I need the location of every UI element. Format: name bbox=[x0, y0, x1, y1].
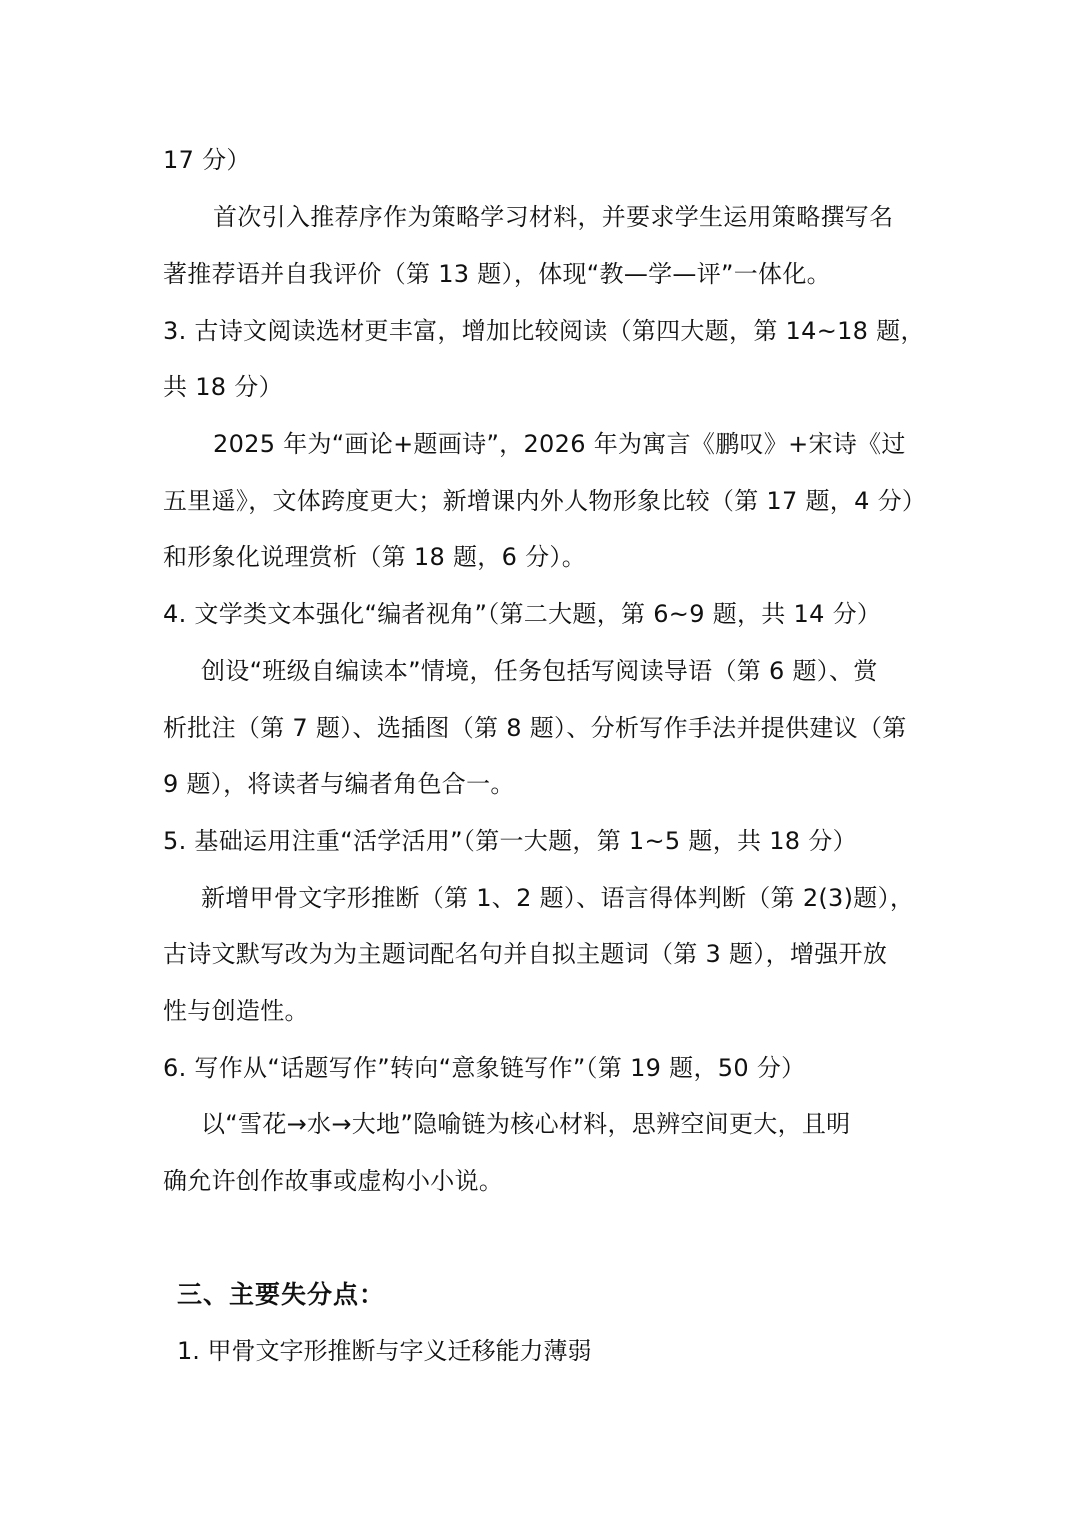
text-line: 五里遥》，文体跨度更大；新增课内外人物形象比较（第 17 题，4 分） bbox=[163, 487, 927, 515]
text-line: 首次引入推荐序作为策略学习材料，并要求学生运用策略撰写名 bbox=[213, 203, 894, 231]
section-list-item: 1. 甲骨文字形推断与字义迁移能力薄弱 bbox=[177, 1337, 592, 1365]
list-item-heading: 5. 基础运用注重“活学活用”（第一大题，第 1~5 题，共 18 分） bbox=[163, 827, 857, 855]
text-line: 创设“班级自编读本”情境，任务包括写阅读导语（第 6 题）、赏 bbox=[201, 657, 878, 685]
list-item-heading: 6. 写作从“话题写作”转向“意象链写作”（第 19 题，50 分） bbox=[163, 1054, 806, 1082]
text-line: 2025 年为“画论+题画诗”，2026 年为寓言《鹏叹》+宋诗《过 bbox=[213, 430, 906, 458]
text-line: 古诗文默写改为为主题词配名句并自拟主题词（第 3 题），增强开放 bbox=[163, 940, 888, 968]
text-line: 和形象化说理赏析（第 18 题，6 分）。 bbox=[163, 543, 586, 571]
list-item-heading: 3. 古诗文阅读选材更丰富，增加比较阅读（第四大题，第 14~18 题， bbox=[163, 317, 925, 345]
text-line: 新增甲骨文字形推断（第 1、2 题）、语言得体判断（第 2(3)题）， bbox=[201, 884, 915, 912]
text-line: 17 分） bbox=[163, 146, 251, 174]
text-line: 确允许创作故事或虚构小小说。 bbox=[163, 1167, 504, 1195]
list-item-heading: 4. 文学类文本强化“编者视角”（第二大题，第 6~9 题，共 14 分） bbox=[163, 600, 882, 628]
text-line: 以“雪花→水→大地”隐喻链为核心材料，思辨空间更大，且明 bbox=[201, 1110, 851, 1138]
text-line: 共 18 分） bbox=[163, 373, 283, 401]
text-line: 性与创造性。 bbox=[163, 997, 309, 1025]
text-line: 析批注（第 7 题）、选插图（第 8 题）、分析写作手法并提供建议（第 bbox=[163, 714, 907, 742]
section-heading: 三、主要失分点： bbox=[177, 1280, 386, 1309]
text-line: 著推荐语并自我评价（第 13 题），体现“教—学—评”一体化。 bbox=[163, 260, 831, 288]
text-line: 9 题），将读者与编者角色合一。 bbox=[163, 770, 515, 798]
